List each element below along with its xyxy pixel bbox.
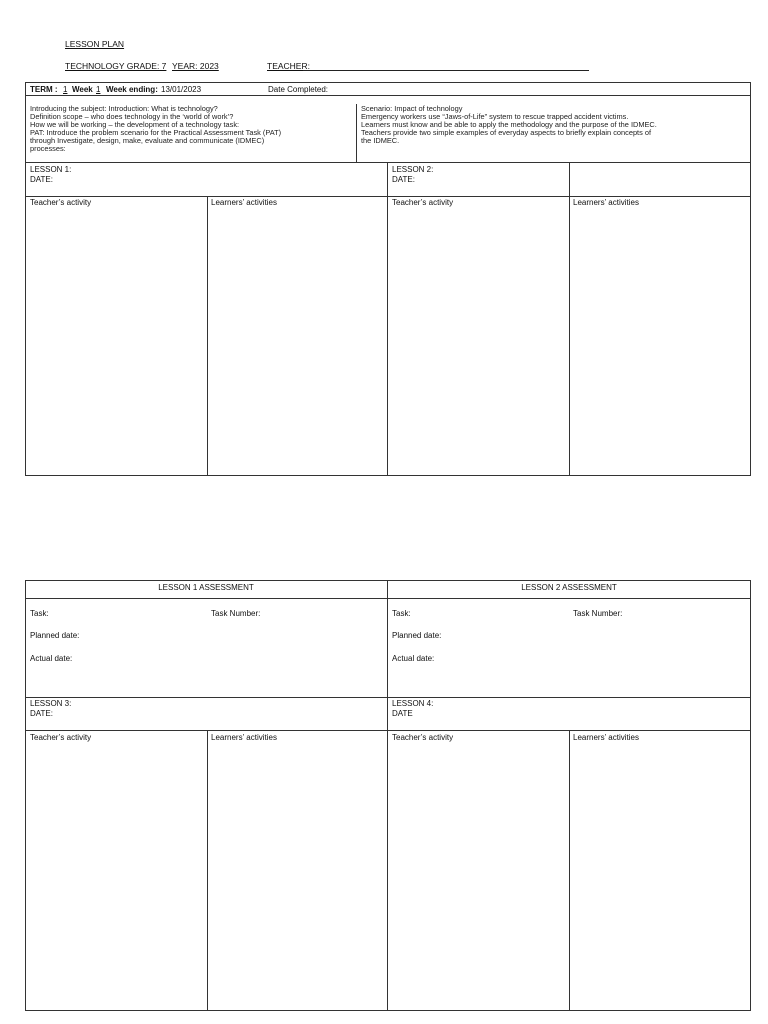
teacher-activity-header: Teacher’s activity [30, 733, 92, 742]
week-ending-value: 13/01/2023 [161, 85, 202, 94]
lesson3-title: LESSON 3: [30, 699, 72, 708]
divider [207, 730, 208, 1011]
divider [25, 697, 751, 698]
divider [387, 580, 388, 1011]
divider [25, 730, 751, 731]
actual-date-label: Actual date: [392, 654, 435, 663]
scenario-line: Scenario: Impact of technology [361, 104, 463, 113]
week-label: Week [72, 85, 93, 94]
lesson1-assessment-title: LESSON 1 ASSESSMENT [158, 583, 254, 592]
teacher-underline [303, 70, 589, 71]
intro-line: PAT: Introduce the problem scenario for the Practical Assessment Task (PAT) [30, 128, 282, 137]
lesson2-date: DATE: [392, 175, 415, 184]
teacher-activity-header: Teacher’s activity [392, 198, 454, 207]
task-label: Task: [30, 609, 49, 618]
divider [569, 162, 570, 476]
intro-line: processes: [30, 144, 66, 153]
lesson1-title: LESSON 1: [30, 165, 72, 174]
task-label: Task: [392, 609, 411, 618]
page-title: LESSON PLAN [65, 39, 125, 49]
lesson-plan-table-bottom [25, 580, 751, 1011]
scenario-line: the IDMEC. [361, 136, 400, 145]
divider [356, 104, 357, 162]
learners-activities-header: Learners’ activities [573, 198, 639, 207]
teacher-label: TEACHER: [267, 61, 310, 71]
teacher-activity-header: Teacher’s activity [30, 198, 92, 207]
scenario-line: Emergency workers use “Jaws-of-Life” system to rescue trapped accident victims. [361, 112, 629, 121]
learners-activities-header: Learners’ activities [211, 733, 277, 742]
actual-date-label: Actual date: [30, 654, 73, 663]
divider [25, 162, 751, 163]
week-ending-label: Week ending: [106, 85, 158, 94]
scenario-line: Learners must know and be able to apply the methodology and the purpose of the IDMEC. [361, 120, 657, 129]
divider [25, 598, 751, 599]
divider [569, 730, 570, 1011]
lesson2-assessment-title: LESSON 2 ASSESSMENT [521, 583, 617, 592]
date-completed-label: Date Completed: [268, 85, 329, 94]
task-number-label: Task Number: [573, 609, 623, 618]
lesson4-date: DATE [392, 709, 413, 718]
learners-activities-header: Learners’ activities [211, 198, 277, 207]
scenario-line: Teachers provide two simple examples of everyday aspects to briefly explain concepts of [361, 128, 652, 137]
lesson4-title: LESSON 4: [392, 699, 434, 708]
intro-line: through Investigate, design, make, evaluate and communicate (IDMEC) [30, 136, 265, 145]
learners-activities-header: Learners’ activities [573, 733, 639, 742]
year-label: YEAR: 2023 [172, 61, 219, 71]
intro-line: How we will be working – the development of a technology task: [30, 120, 240, 129]
planned-date-label: Planned date: [30, 631, 80, 640]
planned-date-label: Planned date: [392, 631, 442, 640]
lesson2-title: LESSON 2: [392, 165, 434, 174]
teacher-activity-header: Teacher’s activity [392, 733, 454, 742]
divider [25, 95, 751, 96]
divider [207, 196, 208, 476]
task-number-label: Task Number: [211, 609, 261, 618]
divider [387, 162, 388, 476]
lesson1-date: DATE: [30, 175, 53, 184]
intro-line: Introducing the subject: Introduction: What is technology? [30, 104, 218, 113]
grade-label: TECHNOLOGY GRADE: 7 [65, 61, 167, 71]
term-label: TERM : [30, 85, 58, 94]
lesson3-date: DATE: [30, 709, 53, 718]
intro-line: Definition scope – who does technology in the ‘world of work’? [30, 112, 234, 121]
divider [25, 196, 751, 197]
term-value: 1 [63, 85, 68, 94]
week-value: 1 [96, 85, 101, 94]
